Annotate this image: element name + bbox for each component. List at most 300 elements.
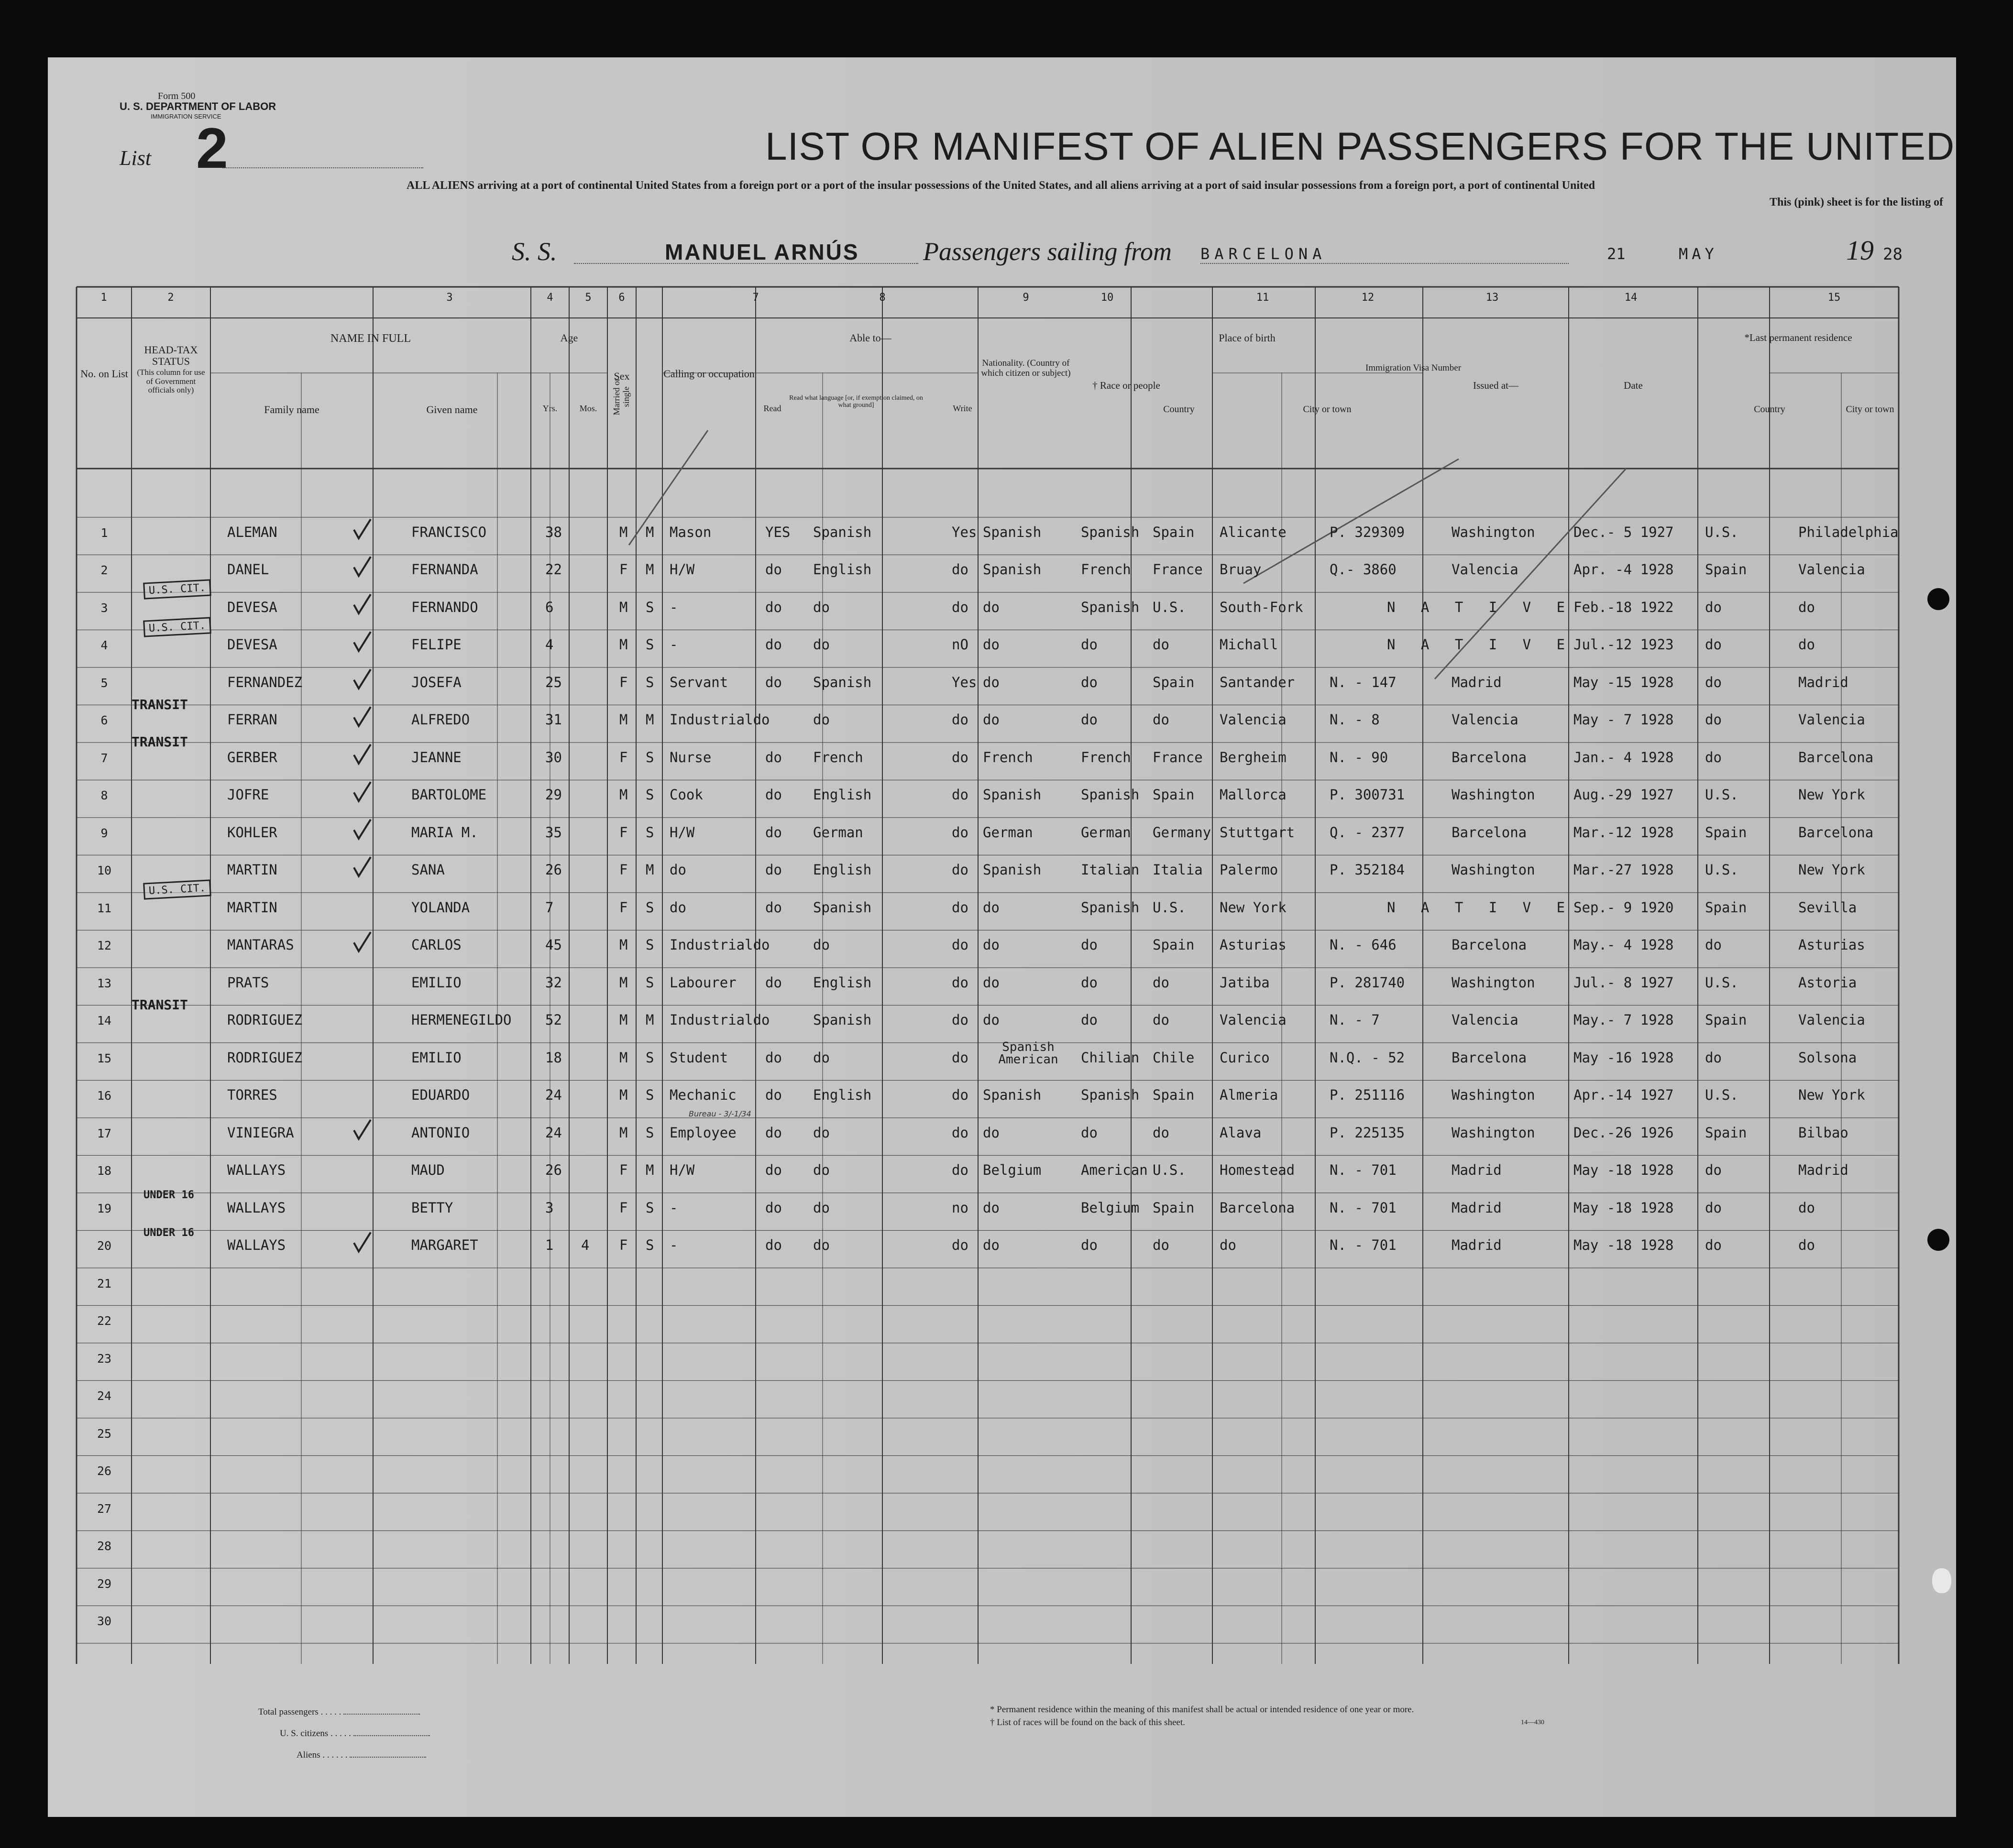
residence-country: Spain — [1705, 899, 1747, 916]
can-read: do — [765, 1087, 782, 1104]
family-name: WALLAYS — [227, 1162, 286, 1179]
sex: M — [619, 974, 628, 991]
residence-country: U.S. — [1705, 524, 1738, 540]
read-language: do — [813, 1049, 830, 1066]
given-name: JOSEFA — [411, 674, 462, 690]
birth-city: Barcelona — [1220, 1199, 1295, 1216]
family-name: FERNANDEZ — [227, 674, 303, 690]
column-number: 8 — [879, 292, 886, 304]
header-issued-at: Issued at— — [1473, 380, 1519, 391]
can-write: do — [952, 1049, 968, 1066]
header-visa: Immigration Visa Number — [1365, 363, 1462, 373]
row-number: 21 — [97, 1276, 112, 1290]
visa-number: N. - 701 — [1330, 1199, 1397, 1216]
family-name: WALLAYS — [227, 1237, 286, 1254]
column-number: 12 — [1361, 292, 1375, 304]
occupation: do — [670, 899, 686, 916]
sex: M — [619, 524, 628, 540]
birth-city: Palermo — [1220, 862, 1278, 878]
visa-number: P. 225135 — [1330, 1124, 1405, 1141]
family-name: PRATS — [227, 974, 269, 991]
issued-at: Barcelona — [1452, 749, 1527, 765]
birth-city: Valencia — [1220, 711, 1287, 728]
row-number: 17 — [97, 1126, 112, 1140]
given-name: MARGARET — [411, 1237, 478, 1254]
header-read: Read — [763, 404, 781, 413]
read-language: English — [813, 862, 872, 878]
row-number: 24 — [97, 1389, 112, 1403]
age-years: 52 — [545, 1012, 562, 1028]
header-nationality: Nationality. (Country of which citizen or subject) — [981, 358, 1071, 378]
residence-country: do — [1705, 1237, 1722, 1254]
visa-date: Sep.- 9 1920 — [1573, 899, 1674, 916]
residence-country: do — [1705, 599, 1722, 615]
visa-date: Mar.-27 1928 — [1573, 862, 1674, 878]
race: French — [1081, 749, 1131, 765]
marital-status: S — [646, 1049, 654, 1066]
residence-country: Spain — [1705, 1012, 1747, 1028]
nationality: Belgium — [983, 1162, 1042, 1179]
age-years: 24 — [545, 1124, 562, 1141]
age-years: 22 — [545, 561, 562, 578]
birth-country: Spain — [1153, 674, 1195, 690]
family-name: RODRIGUEZ — [227, 1012, 303, 1028]
visa-date: Apr. -4 1928 — [1573, 561, 1674, 578]
occupation: do — [670, 862, 686, 878]
header-res-city: City or town — [1846, 404, 1894, 415]
footnote-races: † List of races will be found on the back of this sheet. — [990, 1717, 1185, 1728]
punch-hole — [1927, 588, 1949, 610]
marital-status: S — [646, 899, 654, 916]
age-years: 4 — [545, 636, 554, 653]
header-race: † Race or people — [1092, 380, 1160, 391]
visa-number: N. - 147 — [1330, 674, 1397, 690]
can-read: YES — [765, 524, 791, 540]
read-language: do — [813, 937, 830, 953]
issued-at: Madrid — [1452, 674, 1502, 690]
family-name: DEVESA — [227, 599, 277, 615]
residence-country: U.S. — [1705, 787, 1738, 803]
marital-status: S — [646, 1237, 654, 1254]
family-name: MARTIN — [227, 899, 277, 916]
birth-city: Alicante — [1220, 524, 1287, 540]
visa-date: May.- 7 1928 — [1573, 1012, 1674, 1028]
read-language: do — [813, 1199, 830, 1216]
visa-date: Aug.-29 1927 — [1573, 787, 1674, 803]
list-number: 2 — [196, 116, 228, 180]
footer-us-citizens: U. S. citizens . . . . . — [280, 1728, 430, 1739]
age-years: 1 — [545, 1237, 554, 1254]
header-given-name: Given name — [426, 404, 478, 416]
marital-status: S — [646, 824, 654, 841]
form-number: Form 500 — [158, 91, 196, 101]
marital-status: S — [646, 599, 654, 615]
read-language: English — [813, 1087, 872, 1104]
visa-number: N. - 90 — [1330, 749, 1388, 765]
row-number: 5 — [100, 676, 108, 690]
marital-status: S — [646, 974, 654, 991]
us-citizen-stamp: U.S. CIT. — [143, 617, 211, 637]
birth-country: do — [1153, 1012, 1169, 1028]
visa-date: Jul.- 8 1927 — [1573, 974, 1674, 991]
birth-country: do — [1153, 1124, 1169, 1141]
visa-date: May -15 1928 — [1573, 674, 1674, 690]
family-name: JOFRE — [227, 787, 269, 803]
birth-country: do — [1153, 974, 1169, 991]
race: Spanish — [1081, 524, 1140, 540]
given-name: BARTOLOME — [411, 787, 487, 803]
header-res-country: Country — [1754, 404, 1785, 415]
residence-country: Spain — [1705, 824, 1747, 841]
sex: F — [619, 749, 628, 765]
residence-city: Asturias — [1798, 937, 1865, 953]
birth-city: Stuttgart — [1220, 824, 1295, 841]
occupation: Industrialdo — [670, 1012, 770, 1028]
header-family-name: Family name — [264, 404, 319, 416]
residence-city: Madrid — [1798, 674, 1848, 690]
residence-city: Solsona — [1798, 1049, 1857, 1066]
residence-city: New York — [1798, 787, 1865, 803]
can-write: do — [952, 974, 968, 991]
departure-port: BARCELONA — [1200, 245, 1327, 263]
column-number: 9 — [1023, 292, 1029, 304]
family-name: VINIEGRA — [227, 1124, 294, 1141]
marital-status: M — [646, 711, 654, 728]
can-read: do — [765, 974, 782, 991]
visa-number: N. - 8 — [1330, 711, 1380, 728]
birth-country: do — [1153, 1237, 1169, 1254]
race: do — [1081, 1124, 1098, 1141]
age-years: 35 — [545, 824, 562, 841]
year-suffix: 28 — [1883, 245, 1903, 264]
column-number: 10 — [1100, 292, 1114, 304]
birth-city: Santander — [1220, 674, 1295, 690]
race: do — [1081, 1237, 1098, 1254]
checkmark-icon — [354, 669, 371, 689]
birth-city: do — [1220, 1237, 1236, 1254]
residence-city: Bilbao — [1798, 1124, 1848, 1141]
issued-at: Valencia — [1452, 711, 1518, 728]
sailing-day: 21 — [1607, 245, 1626, 263]
can-read: do — [765, 899, 782, 916]
nationality: Spanish — [983, 787, 1042, 803]
row-number: 25 — [97, 1426, 112, 1441]
age-years: 24 — [545, 1087, 562, 1104]
visa-number: N A T I V E — [1387, 599, 1574, 615]
list-label: List — [120, 146, 152, 170]
can-write: do — [952, 711, 968, 728]
can-write: do — [952, 824, 968, 841]
read-language: Spanish — [813, 524, 872, 540]
marital-status: S — [646, 674, 654, 690]
visa-number: P. 251116 — [1330, 1087, 1405, 1104]
marital-status: S — [646, 1124, 654, 1141]
header-sex: Sex — [614, 370, 630, 382]
sex: M — [619, 1049, 628, 1066]
birth-city: Valencia — [1220, 1012, 1287, 1028]
family-name: KOHLER — [227, 824, 277, 841]
family-name: RODRIGUEZ — [227, 1049, 303, 1066]
can-write: do — [952, 937, 968, 953]
given-name: EDUARDO — [411, 1087, 470, 1104]
row-number: 15 — [97, 1051, 112, 1065]
race: do — [1081, 1012, 1098, 1028]
marital-status: S — [646, 787, 654, 803]
checkmark-icon — [354, 857, 371, 876]
marital-status: S — [646, 1087, 654, 1104]
visa-number: P. 281740 — [1330, 974, 1405, 991]
row-number: 8 — [100, 788, 108, 803]
visa-date: Dec.- 5 1927 — [1573, 524, 1674, 540]
can-read: do — [765, 1049, 782, 1066]
nationality: do — [983, 711, 1000, 728]
can-write: do — [952, 862, 968, 878]
visa-date: Jan.- 4 1928 — [1573, 749, 1674, 765]
nationality: German — [983, 824, 1033, 841]
occupation: Servant — [670, 674, 728, 690]
column-number: 6 — [618, 292, 625, 304]
birth-city: New York — [1220, 899, 1287, 916]
residence-country: do — [1705, 674, 1722, 690]
checkmark-icon — [354, 707, 371, 726]
footer-aliens-label: Aliens — [297, 1750, 320, 1760]
nationality: do — [983, 674, 1000, 690]
residence-country: do — [1705, 711, 1722, 728]
residence-country: do — [1705, 749, 1722, 765]
footer-us-citizens-label: U. S. citizens — [280, 1728, 329, 1739]
residence-country: U.S. — [1705, 862, 1738, 878]
row-number: 16 — [97, 1089, 112, 1103]
transit-stamp: TRANSIT — [132, 696, 188, 712]
occupation: H/W — [670, 561, 695, 578]
marital-status: S — [646, 636, 654, 653]
age-years: 25 — [545, 674, 562, 690]
family-name: DANEL — [227, 561, 269, 578]
race: Spanish — [1081, 787, 1140, 803]
visa-number: P. 329309 — [1330, 524, 1405, 540]
family-name: FERRAN — [227, 711, 277, 728]
row-number: 14 — [97, 1014, 112, 1028]
header-date: Date — [1624, 380, 1643, 391]
marital-status: M — [646, 561, 654, 578]
given-name: FERNANDA — [411, 561, 478, 578]
occupation: Mason — [670, 524, 712, 540]
race: do — [1081, 636, 1098, 653]
issued-at: Barcelona — [1452, 937, 1527, 953]
age-years: 3 — [545, 1199, 554, 1216]
occupation: - — [670, 636, 678, 653]
marital-status: M — [646, 1162, 654, 1179]
residence-city: Astoria — [1798, 974, 1857, 991]
visa-number: P. 352184 — [1330, 862, 1405, 878]
family-name: MARTIN — [227, 862, 277, 878]
marital-status: S — [646, 749, 654, 765]
service-label: IMMIGRATION SERVICE — [151, 113, 221, 120]
birth-country: U.S. — [1153, 599, 1186, 615]
issued-at: Madrid — [1452, 1162, 1502, 1179]
visa-date: Jul.-12 1923 — [1573, 636, 1674, 653]
issued-at: Barcelona — [1452, 824, 1527, 841]
sex: M — [619, 1087, 628, 1104]
header-mos: Mos. — [579, 404, 597, 413]
row-number: 10 — [97, 864, 112, 878]
race: Belgium — [1081, 1199, 1140, 1216]
issued-at: Washington — [1452, 524, 1535, 540]
manifest-sheet — [48, 57, 1956, 1817]
checkmark-icon — [354, 594, 371, 613]
sex: M — [619, 1124, 628, 1141]
residence-country: U.S. — [1705, 974, 1738, 991]
column-number: 15 — [1827, 292, 1841, 304]
birth-city: Michall — [1220, 636, 1278, 653]
read-language: do — [813, 1237, 830, 1254]
footer-aliens: Aliens . . . . . . — [297, 1750, 426, 1761]
column-number: 4 — [547, 292, 553, 304]
occupation: Labourer — [670, 974, 737, 991]
footnote-residence: * Permanent residence within the meaning of this manifest shall be actual or intended residence of one year or more. — [990, 1705, 1414, 1715]
sex: M — [619, 636, 628, 653]
race: do — [1081, 674, 1098, 690]
visa-number: N. - 646 — [1330, 937, 1397, 953]
family-name: DEVESA — [227, 636, 277, 653]
birth-country: Spain — [1153, 787, 1195, 803]
residence-city: New York — [1798, 1087, 1865, 1104]
row-number: 20 — [97, 1239, 112, 1253]
read-language: Spanish — [813, 674, 872, 690]
sex: F — [619, 862, 628, 878]
checkmark-icon — [354, 820, 371, 839]
can-read: do — [765, 824, 782, 841]
residence-country: Spain — [1705, 561, 1747, 578]
family-name: TORRES — [227, 1087, 277, 1104]
can-read: do — [765, 787, 782, 803]
visa-date: Apr.-14 1927 — [1573, 1087, 1674, 1104]
occupation: Industrialdo — [670, 711, 770, 728]
issued-at: Washington — [1452, 1087, 1535, 1104]
can-write: do — [952, 561, 968, 578]
checkmark-icon — [354, 744, 371, 764]
given-name: FRANCISCO — [411, 524, 487, 540]
visa-number: N.Q. - 52 — [1330, 1049, 1405, 1066]
read-language: English — [813, 561, 872, 578]
birth-city: Mallorca — [1220, 787, 1287, 803]
row-number: 22 — [97, 1314, 112, 1328]
checkmark-icon — [354, 932, 371, 951]
row-number: 1 — [100, 525, 108, 540]
header-yrs: Yrs. — [542, 404, 558, 413]
row-number: 19 — [97, 1201, 112, 1215]
residence-city: Valencia — [1798, 711, 1865, 728]
can-write: Yes — [952, 524, 977, 540]
birth-country: France — [1153, 749, 1203, 765]
marital-status: S — [646, 1199, 654, 1216]
visa-date: May.- 4 1928 — [1573, 937, 1674, 953]
header-place-of-birth: Place of birth — [1219, 332, 1276, 344]
checkmark-icon — [354, 632, 371, 651]
can-read: do — [765, 1162, 782, 1179]
residence-city: do — [1798, 636, 1815, 653]
age-years: 30 — [545, 749, 562, 765]
can-write: do — [952, 1124, 968, 1141]
column-number: 14 — [1624, 292, 1638, 304]
row-number: 11 — [97, 901, 112, 915]
sex: F — [619, 1162, 628, 1179]
birth-country: Spain — [1153, 1087, 1195, 1104]
can-write: do — [952, 1012, 968, 1028]
issued-at: Valencia — [1452, 1012, 1518, 1028]
race: American — [1081, 1162, 1148, 1179]
sex: F — [619, 1237, 628, 1254]
age-years: 26 — [545, 862, 562, 878]
can-read: do — [765, 1124, 782, 1141]
header-write: Write — [953, 404, 972, 413]
race: Spanish — [1081, 899, 1140, 916]
can-read: do — [765, 1199, 782, 1216]
sailing-month: MAY — [1679, 245, 1718, 263]
birth-country: do — [1153, 711, 1169, 728]
race: Spanish — [1081, 599, 1140, 615]
nationality: do — [983, 899, 1000, 916]
header-birth-country: Country — [1163, 404, 1195, 415]
residence-country: do — [1705, 1049, 1722, 1066]
checkmark-icon — [354, 1232, 371, 1251]
residence-country: U.S. — [1705, 1087, 1738, 1104]
occupation: Industrialdo — [670, 937, 770, 953]
residence-city: New York — [1798, 862, 1865, 878]
checkmark-icon — [354, 519, 371, 538]
birth-city: Asturias — [1220, 937, 1287, 953]
issued-at: Valencia — [1452, 561, 1518, 578]
checkmark-icon — [354, 782, 371, 801]
birth-city: Alava — [1220, 1124, 1262, 1141]
given-name: MARIA M. — [411, 824, 478, 841]
header-calling: Calling or occupation — [663, 368, 755, 380]
birth-city: Bergheim — [1220, 749, 1287, 765]
sex: F — [619, 561, 628, 578]
column-number: 11 — [1256, 292, 1269, 304]
visa-number: N. - 7 — [1330, 1012, 1380, 1028]
residence-country: do — [1705, 937, 1722, 953]
can-read: do — [765, 599, 782, 615]
residence-city: Sevilla — [1798, 899, 1857, 916]
row-number: 26 — [97, 1464, 112, 1478]
given-name: MAUD — [411, 1162, 445, 1179]
sex: M — [619, 787, 628, 803]
us-citizen-stamp: U.S. CIT. — [143, 880, 211, 900]
row-number: 6 — [100, 713, 108, 728]
nationality: Spanish — [983, 1087, 1042, 1104]
row-number: 28 — [97, 1539, 112, 1553]
read-language: English — [813, 974, 872, 991]
can-read: do — [765, 674, 782, 690]
can-write: do — [952, 1237, 968, 1254]
visa-date: Feb.-18 1922 — [1573, 599, 1674, 615]
row-number: 4 — [100, 638, 108, 653]
column-number: 13 — [1485, 292, 1499, 304]
checkmark-icon — [354, 1120, 371, 1139]
read-language: German — [813, 824, 863, 841]
age-years: 18 — [545, 1049, 562, 1066]
race: Italian — [1081, 862, 1140, 878]
given-name: EMILIO — [411, 974, 462, 991]
residence-city: Madrid — [1798, 1162, 1848, 1179]
residence-city: Valencia — [1798, 561, 1865, 578]
residence-country: do — [1705, 1162, 1722, 1179]
page-title: LIST OR MANIFEST OF ALIEN PASSENGERS FOR THE UNITED — [765, 125, 1955, 168]
issued-at: Madrid — [1452, 1237, 1502, 1254]
given-name: SANA — [411, 862, 445, 878]
column-number: 5 — [585, 292, 592, 304]
